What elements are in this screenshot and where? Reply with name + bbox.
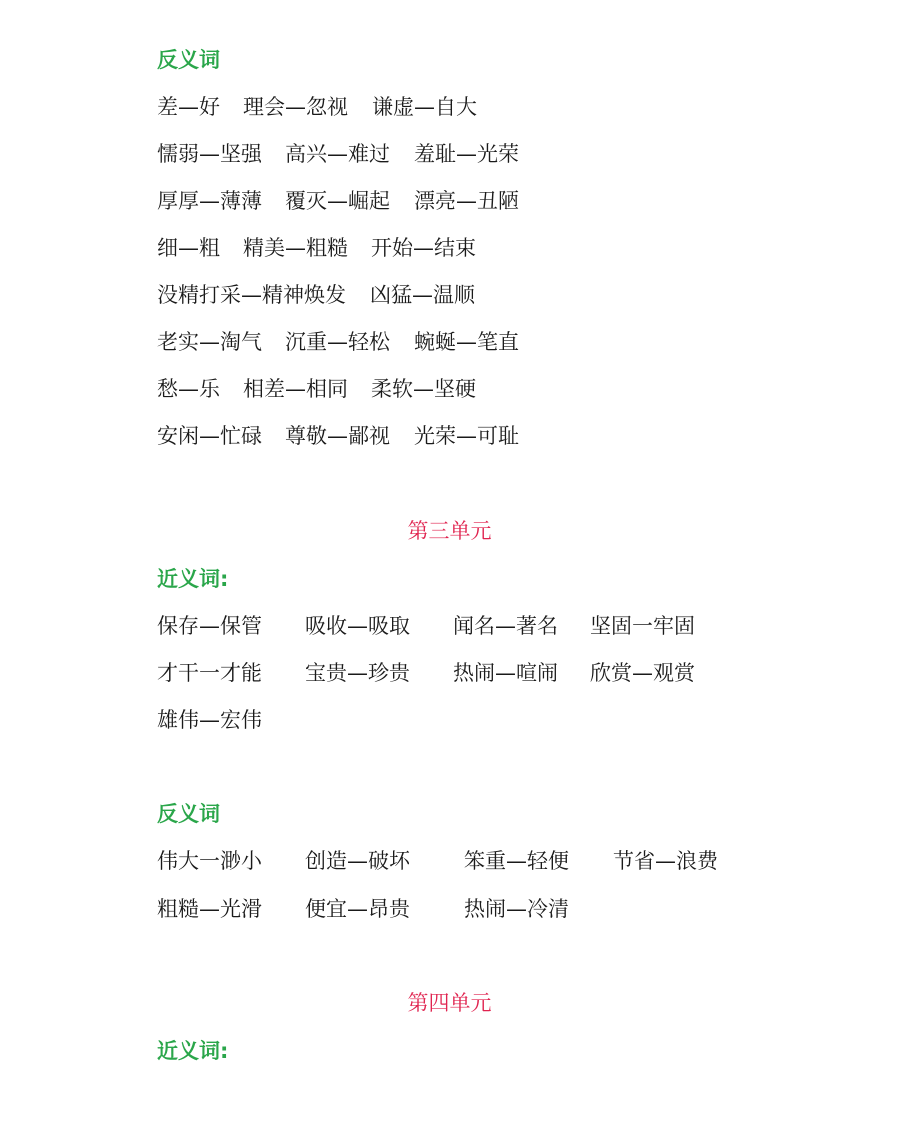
word-pair: 柔软—坚硬 [371, 377, 476, 401]
word-pair: 笨重—轻便 [464, 849, 569, 873]
word-pair: 粗糙—光滑 [157, 897, 262, 921]
word-pair: 伟大一渺小 [157, 849, 262, 873]
word-pair: 没精打采—精神焕发 [157, 283, 346, 307]
word-pair: 沉重—轻松 [285, 330, 390, 354]
word-pair: 谦虚—自大 [372, 95, 477, 119]
word-pair: 精美—粗糙 [243, 236, 348, 260]
word-pair: 保存—保管 [157, 614, 262, 638]
word-pair: 欣赏—观赏 [590, 661, 695, 685]
word-pair: 节省—浪费 [613, 849, 718, 873]
unit-4-title: 第四单元 [407, 991, 492, 1015]
word-pair: 蜿蜒—笔直 [414, 330, 519, 354]
word-pair: 凶猛—温顺 [370, 283, 475, 307]
word-pair: 光荣—可耻 [414, 424, 519, 448]
synonyms-heading: 近义词: [157, 567, 229, 591]
word-pair: 差—好 [157, 95, 220, 119]
antonyms-heading: 反义词 [157, 48, 220, 72]
word-pair: 细—粗 [157, 236, 220, 260]
word-pair: 漂亮—丑陋 [414, 189, 519, 213]
word-pair: 闻名—著名 [453, 614, 558, 638]
synonyms-heading: 近义词: [157, 1039, 229, 1063]
word-pair: 吸收—吸取 [305, 614, 410, 638]
word-pair: 懦弱—坚强 [157, 142, 262, 166]
word-pair: 宝贵—珍贵 [305, 661, 410, 685]
word-pair: 愁—乐 [157, 377, 220, 401]
word-pair: 热闹—冷清 [464, 897, 569, 921]
word-pair: 相差—相同 [243, 377, 348, 401]
word-pair: 雄伟—宏伟 [157, 708, 262, 732]
word-pair: 坚固一牢固 [590, 614, 695, 638]
word-pair: 老实—淘气 [157, 330, 262, 354]
word-pair: 安闲—忙碌 [157, 424, 262, 448]
word-pair: 理会—忽视 [243, 95, 348, 119]
word-pair: 才干一才能 [157, 661, 262, 685]
word-pair: 羞耻—光荣 [414, 142, 519, 166]
word-pair: 开始—结束 [371, 236, 476, 260]
word-pair: 覆灭—崛起 [285, 189, 390, 213]
word-pair: 高兴—难过 [285, 142, 390, 166]
antonyms-heading: 反义词 [157, 802, 220, 826]
word-pair: 尊敬—鄙视 [285, 424, 390, 448]
word-pair: 厚厚—薄薄 [157, 189, 262, 213]
word-pair: 创造—破坏 [305, 849, 410, 873]
word-pair: 便宜—昂贵 [305, 897, 410, 921]
word-pair: 热闹—喧闹 [453, 661, 558, 685]
unit-3-title: 第三单元 [407, 519, 492, 543]
